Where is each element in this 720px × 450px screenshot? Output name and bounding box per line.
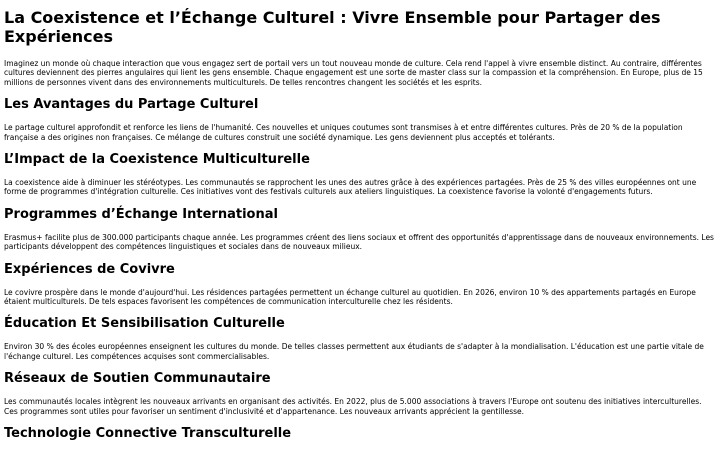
section-body-impact: La coexistence aide à diminuer les stéréotypes. Les communautés se rapprochent les unes des autres grâce à des expériences partagées. Près de 25 % des villes européennes ont une forme de programmes d'intégration culturelle. Ces initiatives vont des festivals culturels aux ateliers linguistiques. La coexistence favorise la volonté d'engagements futurs. xyxy=(4,178,697,197)
section-heading-technologie: Technologie Connective Transculturelle xyxy=(4,426,292,442)
page-title: La Coexistence et l’Échange Culturel : Vivre Ensemble pour Partager des Expériences xyxy=(4,8,661,46)
section-heading-education: Éducation Et Sensibilisation Culturelle xyxy=(4,316,285,332)
section-heading-impact: L’Impact de la Coexistence Multiculturelle xyxy=(4,152,310,168)
section-body-avantages: Le partage culturel approfondit et renforce les liens de l'humanité. Ces nouvelles et uniques coutumes sont transmises à et entre différentes cultures. Près de 20 % de la population française a des origines non françaises. Ce mélange de cultures construit une société dynamique. Les gens deviennent plus acceptés et tolérants. xyxy=(4,123,683,142)
section-heading-avantages: Les Avantages du Partage Culturel xyxy=(4,97,259,113)
section-body-programmes: Erasmus+ facilite plus de 300.000 participants chaque année. Les programmes créent des liens sociaux et offrent des opportunités d'apprentissage dans de nouveaux environnements. Les participants développent des compétences linguistiques et sociales dans de nouveaux milieux. xyxy=(4,232,714,252)
section-heading-covivre: Expériences de Covivre xyxy=(4,261,175,277)
intro-paragraph: Imaginez un monde où chaque interaction que vous engagez sert de portail vers un tout nouveau monde de culture. Cela rend l'appel à vivre ensemble distinct. Au contraire, différentes cultures deviennent des pierres angulaires qui lient les gens ensemble. Chaque engagement est une sorte de master class sur la compassion et la compréhension. En Europe, plus de 15 millions de personnes vivent dans des environnements multiculturels. De telles rencontres changent les sociétés et les esprits. xyxy=(4,59,703,87)
section-heading-programmes: Programmes d’Échange International xyxy=(4,206,278,222)
section-heading-reseaux: Réseaux de Soutien Communautaire xyxy=(4,371,271,387)
section-body-reseaux: Les communautés locales intègrent les nouveaux arrivants en organisant des activités. En 2022, plus de 5.000 associations à travers l'Europe ont soutenu des initiatives interculturelles. Ces programmes sont utiles pour favoriser un sentiment d'inclusivité et d'appartenance. Les nouveaux arrivants apprécient la gentillesse. xyxy=(4,397,702,416)
section-body-education: Environ 30 % des écoles européennes enseignent les cultures du monde. De telles classes permettent aux étudiants de s'adapter à la mondialisation. L'éducation est une partie vitale de l'échange culturel. Les compétences acquises sont commercialisables. xyxy=(4,342,704,361)
section-body-covivre: Le covivre prospère dans le monde d'aujourd'hui. Les résidences partagées permettent un échange culturel au quotidien. En 2026, environ 10 % des appartements partagés en Europe étaient multiculturels. De tels espaces favorisent les compétences de communication interculturelle chez les résidents. xyxy=(4,287,696,307)
